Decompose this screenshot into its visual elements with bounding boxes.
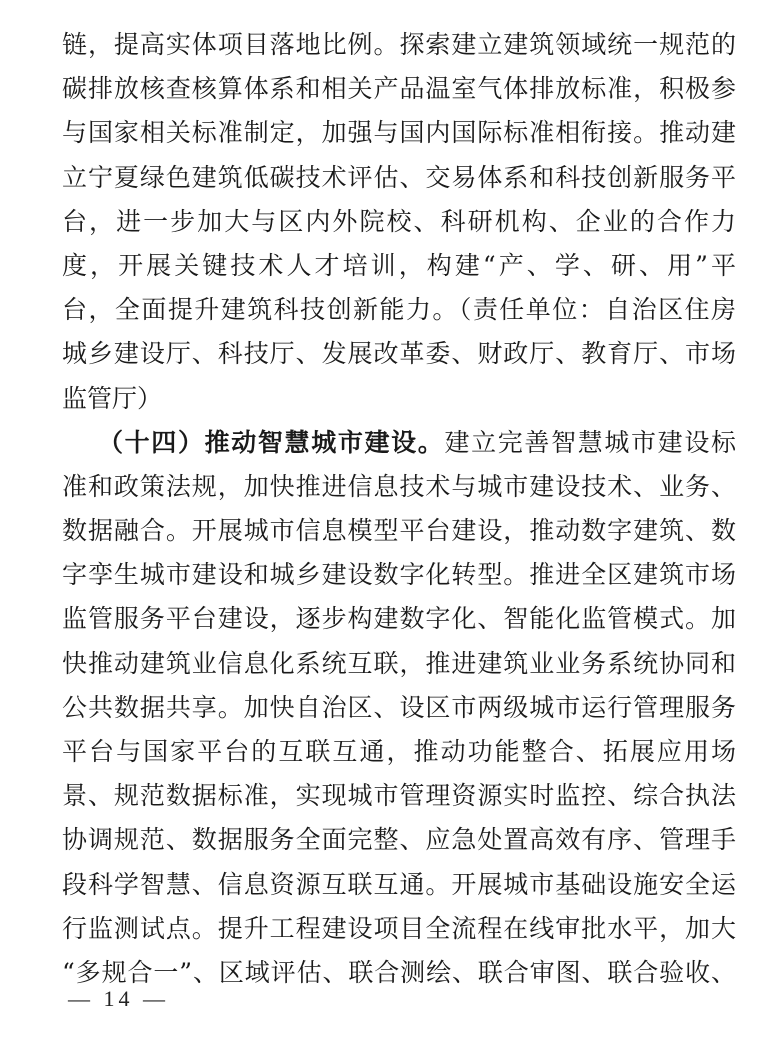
text-line: 准和政策法规，加快推进信息技术与城市建设技术、业务、 bbox=[62, 471, 736, 501]
section-heading: （十四）推动智慧城市建设。 bbox=[98, 427, 445, 457]
text-line: 段科学智慧、信息资源互联互通。开展城市基础设施安全运 bbox=[62, 869, 736, 899]
text-line: 景、规范数据标准，实现城市管理资源实时监控、综合执法 bbox=[62, 781, 736, 811]
text-line: 公共数据共享。加快自治区、设区市两级城市运行管理服务 bbox=[62, 692, 736, 722]
paragraph-2 bbox=[62, 421, 736, 995]
text-line: 协调规范、数据服务全面完整、应急处置高效有序、管理手 bbox=[62, 825, 736, 855]
page-number: — 14 — bbox=[68, 986, 169, 1011]
text-line: 数据融合。开展城市信息模型平台建设，推动数字建筑、数 bbox=[62, 516, 736, 546]
text-line: 台，进一步加大与区内外院校、科研机构、企业的合作力 bbox=[62, 206, 736, 236]
text-span: 建立完善智慧城市建设标 bbox=[444, 427, 736, 457]
text-line: 度，开展关键技术人才培训，构建“产、学、研、用”平 bbox=[62, 250, 736, 280]
text-line: 立宁夏绿色建筑低碳技术评估、交易体系和科技创新服务平 bbox=[62, 162, 736, 192]
text-line: 字孪生城市建设和城乡建设数字化转型。推进全区建筑市场 bbox=[62, 560, 736, 590]
text-line: 平台与国家平台的互联互通，推动功能整合、拓展应用场 bbox=[62, 737, 736, 766]
document-page bbox=[62, 23, 736, 995]
text-line: 与国家相关标准制定，加强与国内国际标准相衔接。推动建 bbox=[62, 118, 736, 148]
text-line: 行监测试点。提升工程建设项目全流程在线审批水平，加大 bbox=[62, 913, 736, 943]
text-line: 监管服务平台建设，逐步构建数字化、智能化监管模式。加 bbox=[62, 604, 736, 634]
text-line: 链，提高实体项目落地比例。探索建立建筑领域统一规范的 bbox=[62, 30, 736, 59]
text-line: 台，全面提升建筑科技创新能力。（责任单位：自治区住房 bbox=[62, 295, 736, 325]
text-line: “多规合一”、区域评估、联合测绘、联合审图、联合验收、 bbox=[62, 957, 736, 987]
paragraph-1 bbox=[62, 23, 736, 421]
text-line bbox=[62, 421, 736, 465]
text-line: 监管厅） bbox=[62, 383, 163, 413]
text-line: 碳排放核查核算体系和相关产品温室气体排放标准，积极参 bbox=[62, 74, 736, 104]
text-line: 快推动建筑业信息化系统互联，推进建筑业业务系统协同和 bbox=[62, 648, 736, 678]
text-line: 城乡建设厅、科技厅、发展改革委、财政厅、教育厅、市场 bbox=[62, 339, 736, 369]
